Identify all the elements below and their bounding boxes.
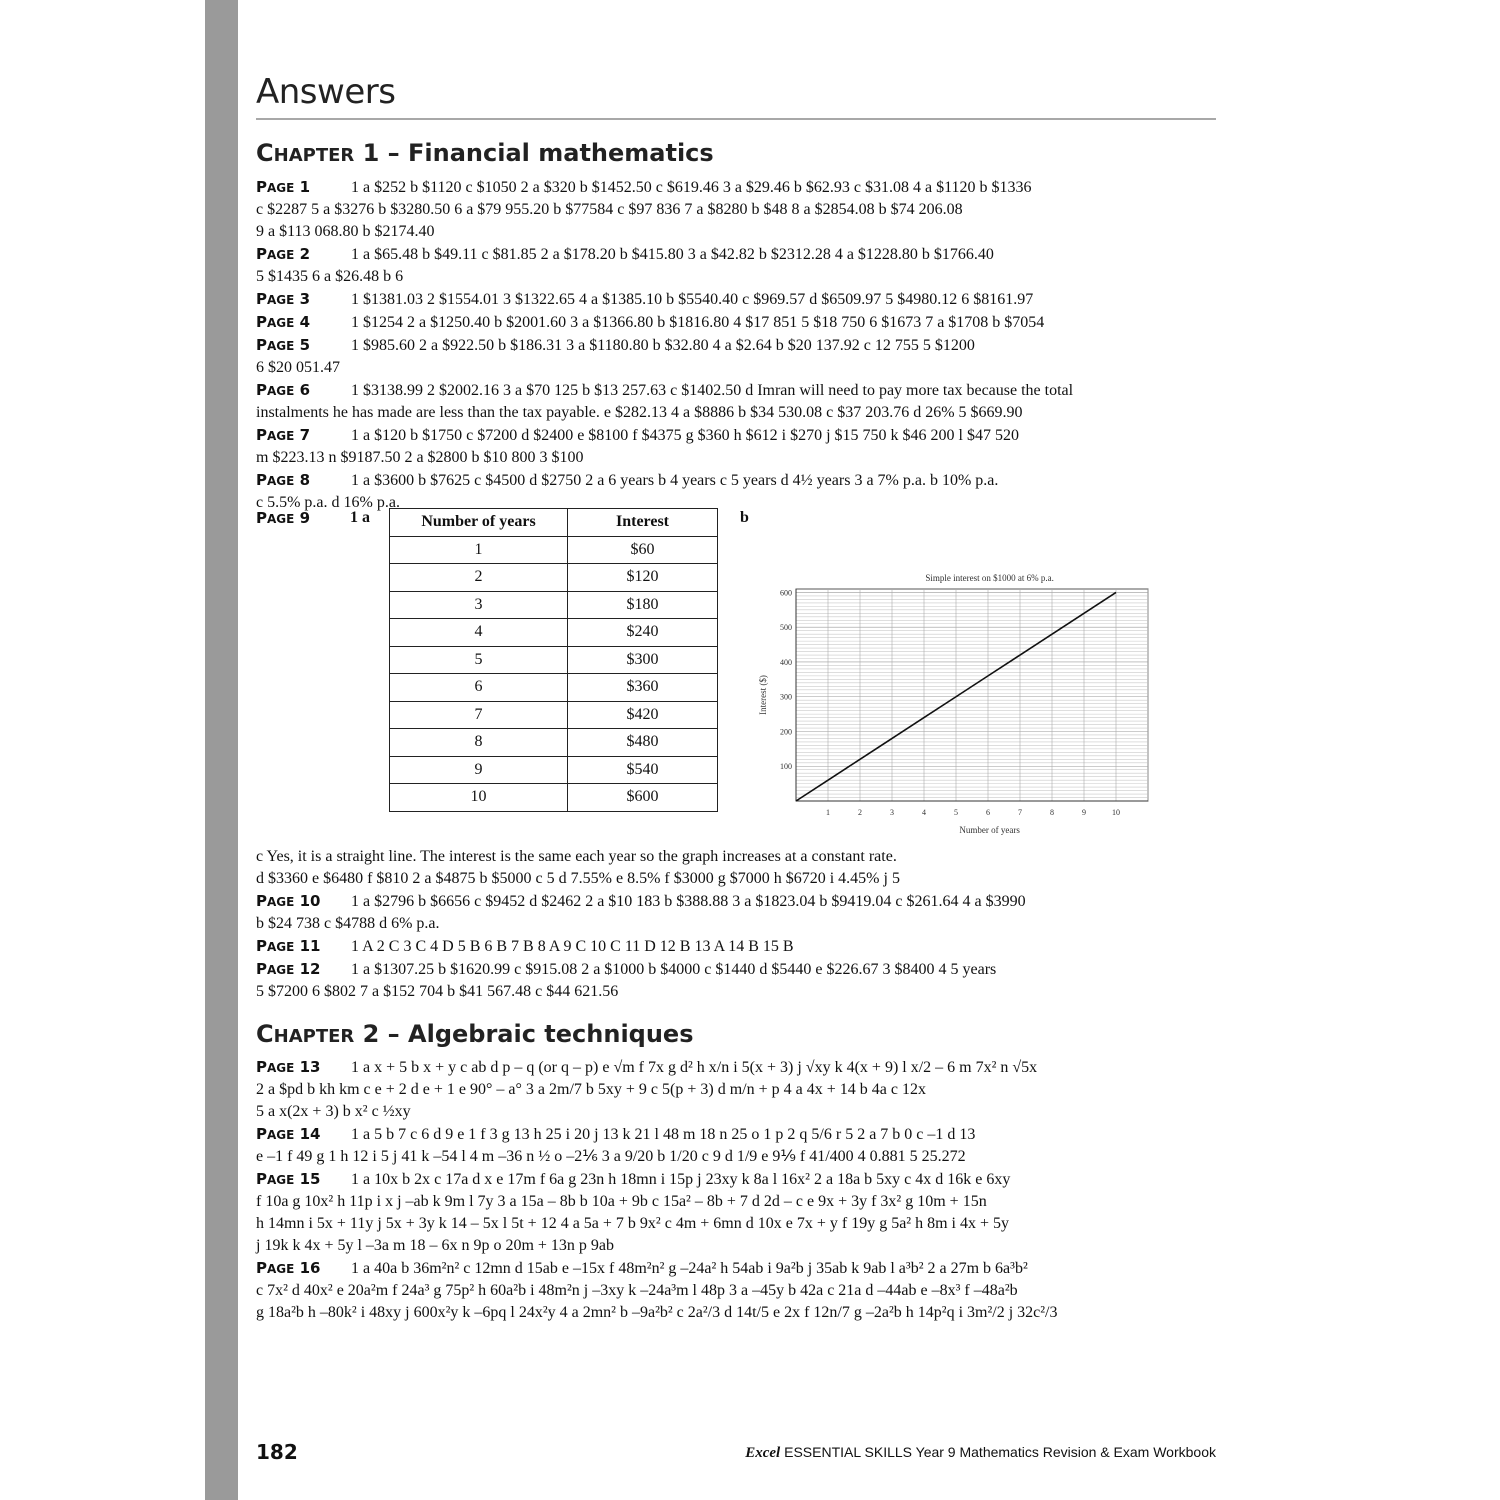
page-label-number: 8: [294, 471, 311, 489]
answer-text: g 18a²b h –80k² i 48xy j 600x²y k –6pq l 24x²y 4 a 2mn² b –9a²b² c 2a²/3 d 14t/5 e 2x f 12n/7 g –2a²b h 14p²q i 3m²/2 j 32c²/3: [256, 1304, 1058, 1321]
answer-line: [256, 402, 1216, 424]
answer-line: [256, 1235, 1216, 1257]
chapter-2-answers: [256, 1056, 1216, 1324]
years-cell: 5: [390, 646, 568, 674]
footer-book-title: [745, 1444, 1216, 1462]
answer-text: 1 a $3600 b $7625 c $4500 d $2750 2 a 6 years b 4 years c 5 years d 4½ years 3 a 7% p.a. b 10% p.a.: [351, 472, 999, 489]
chart-x-label: Number of years: [959, 825, 1020, 835]
page-label-number: 16: [294, 1259, 321, 1277]
answer-text: 1 a 5 b 7 c 6 d 9 e 1 f 3 g 13 h 25 i 20 j 13 k 21 l 48 m 18 n 25 o 1 p 2 q 5/6 r 5 2 a 7 b 0 c –1 d 13: [351, 1126, 976, 1143]
page-number: 182: [256, 1440, 298, 1464]
page-label-smallcaps: AGE: [267, 474, 295, 488]
answer-text: 1 $1254 2 a $1250.40 b $2001.60 3 a $1366.80 b $1816.80 4 $17 851 5 $18 750 6 $1673 7 a $1708 b $7054: [351, 314, 1045, 331]
page-label-number: 3: [294, 290, 311, 308]
page-label-smallcaps: AGE: [267, 384, 295, 398]
years-cell: 7: [390, 701, 568, 729]
chapter-1-answers-continued: [256, 846, 1216, 1003]
page-title: Answers: [256, 72, 396, 112]
interest-cell: $480: [568, 729, 718, 757]
answer-line: [256, 981, 1216, 1003]
answer-text: 5 a x(2x + 3) b x² c ½xy: [256, 1103, 411, 1120]
title-rule: [256, 118, 1216, 120]
answer-line: [256, 1101, 1216, 1123]
page-label-cap: P: [256, 937, 267, 955]
page-label-smallcaps: AGE: [267, 248, 295, 262]
answer-line: [256, 334, 1216, 357]
answer-line: [256, 1257, 1216, 1280]
interest-cell: $300: [568, 646, 718, 674]
page-label-cap: P: [256, 1259, 267, 1277]
answer-line: [256, 199, 1216, 221]
page-label-smallcaps: AGE: [267, 429, 295, 443]
interest-cell: $360: [568, 674, 718, 702]
page-label: [256, 288, 351, 311]
answer-text: h 14mn i 5x + 11y j 5x + 3y k 14 – 5x l 5t + 12 4 a 5a + 7 b 9x² c 4m + 6mn d 10x e 7x + y f 19y g 5a² h 8m i 4x + 5y: [256, 1215, 1010, 1232]
interest-cell: $60: [568, 536, 718, 564]
simple-interest-chart: [756, 567, 1156, 839]
interest-cell: $600: [568, 784, 718, 812]
answer-line: [256, 1191, 1216, 1213]
answer-line: [256, 846, 1216, 868]
page-label: [256, 424, 351, 447]
page-label: [256, 1123, 351, 1146]
answer-text: instalments he has made are less than the tax payable. e $282.13 4 a $8886 b $34 530.08 c $37 203.76 d 26% 5 $669.90: [256, 404, 1023, 421]
page-label-cap: P: [256, 1125, 267, 1143]
page-label-number: 4: [294, 313, 311, 331]
page-label-cap: P: [256, 471, 267, 489]
x-tick-label: 5: [954, 808, 958, 817]
interest-cell: $240: [568, 619, 718, 647]
answer-text: 6 $20 051.47: [256, 359, 340, 376]
y-tick-label: 200: [780, 727, 792, 737]
answer-line: [256, 868, 1216, 890]
table-row: [390, 591, 718, 619]
page-label: [256, 469, 351, 492]
y-tick-label: 600: [780, 588, 792, 598]
page-label-number: 2: [294, 245, 311, 263]
page-label-cap: P: [256, 381, 267, 399]
page-label-smallcaps: AGE: [267, 963, 295, 977]
x-tick-label: 6: [986, 808, 990, 817]
chapter-1-heading-rest: 1 – Financial mathematics: [354, 139, 714, 167]
answer-line: [256, 469, 1216, 492]
answer-line: [256, 958, 1216, 981]
answer-text: 1 $1381.03 2 $1554.01 3 $1322.65 4 a $1385.10 b $5540.40 c $969.57 d $6509.97 5 $4980.12 6 $8161.97: [351, 291, 1034, 308]
table-row: [390, 729, 718, 757]
answer-line: [256, 447, 1216, 469]
years-cell: 9: [390, 756, 568, 784]
page-label-cap: P: [256, 1058, 267, 1076]
answer-line: [256, 1146, 1216, 1168]
page-label-smallcaps: AGE: [267, 895, 295, 909]
interest-table-header: [390, 509, 718, 537]
chart-plot-area: [796, 589, 1148, 801]
answer-text: m $223.13 n $9187.50 2 a $2800 b $10 800 3 $100: [256, 449, 584, 466]
page-label-number: 6: [294, 381, 311, 399]
page-label: [256, 1257, 351, 1280]
years-cell: 10: [390, 784, 568, 812]
answer-text: 1 A 2 C 3 C 4 D 5 B 6 B 7 B 8 A 9 C 10 C 11 D 12 B 13 A 14 B 15 B: [351, 938, 794, 955]
page-side-bar: [205, 0, 238, 1500]
page-label-number: 5: [294, 336, 311, 354]
answer-text: 9 a $113 068.80 b $2174.40: [256, 223, 435, 240]
page-label-number: 12: [294, 960, 321, 978]
page-label-cap: P: [256, 290, 267, 308]
years-cell: 8: [390, 729, 568, 757]
answer-line: [256, 176, 1216, 199]
page-label-cap: P: [256, 1170, 267, 1188]
page-label-smallcaps: AGE: [267, 1061, 295, 1075]
answer-text: 1 a $120 b $1750 c $7200 d $2400 e $8100 f $4375 g $360 h $612 i $270 j $15 750 k $46 200 l $47 520: [351, 427, 1019, 444]
y-tick-label: 400: [780, 657, 792, 667]
page-9-label: [256, 507, 351, 530]
answer-line: [256, 266, 1216, 288]
page-label: [256, 176, 351, 199]
answer-line: [256, 935, 1216, 958]
page-9-label-number: 9: [294, 509, 311, 527]
answer-line: [256, 1079, 1216, 1101]
chapter-1-answers: [256, 176, 1216, 514]
answer-line: [256, 288, 1216, 311]
y-tick-label: 500: [780, 623, 792, 633]
page-label-cap: P: [256, 245, 267, 263]
chart-title: Simple interest on $1000 at 6% p.a.: [925, 573, 1054, 583]
table-row: [390, 619, 718, 647]
answer-text: c Yes, it is a straight line. The interest is the same each year so the graph increases at a constant rate.: [256, 848, 897, 865]
page-label: [256, 958, 351, 981]
years-cell: 1: [390, 536, 568, 564]
answer-text: 1 a x + 5 b x + y c ab d p – q (or q – p) e √m f 7x g d² h x/n i 5(x + 3) j √xy k 4(x + 9) l x/2 – 6 m 7x² n √5x: [351, 1059, 1038, 1076]
answer-line: [256, 890, 1216, 913]
answer-line: [256, 1123, 1216, 1146]
years-cell: 6: [390, 674, 568, 702]
answer-text: c $2287 5 a $3276 b $3280.50 6 a $79 955.20 b $77584 c $97 836 7 a $8280 b $48 8 a $2854.08 b $74 206.08: [256, 201, 963, 218]
answer-line: [256, 357, 1216, 379]
answer-line: [256, 1056, 1216, 1079]
page-label-cap: P: [256, 892, 267, 910]
answer-text: 1 a 10x b 2x c 17a d x e 17m f 6a g 23n h 18mn i 15p j 23xy k 8a l 16x² 2 a 18a b 5xy c 4x d 16k e 6xy: [351, 1171, 1011, 1188]
interest-cell: $180: [568, 591, 718, 619]
answer-line: [256, 1213, 1216, 1235]
page-label-number: 7: [294, 426, 311, 444]
page-label-smallcaps: AGE: [267, 181, 295, 195]
x-tick-label: 8: [1050, 808, 1054, 817]
x-tick-label: 4: [922, 808, 926, 817]
page-label: [256, 311, 351, 334]
page-label-smallcaps: AGE: [267, 339, 295, 353]
x-tick-label: 1: [826, 808, 830, 817]
page-label-number: 13: [294, 1058, 321, 1076]
page-9-part-a: 1 a: [350, 509, 370, 526]
page-label-cap: P: [256, 960, 267, 978]
answer-line: [256, 424, 1216, 447]
answer-text: 1 a $1307.25 b $1620.99 c $915.08 2 a $1000 b $4000 c $1440 d $5440 e $226.67 3 $8400 4 5 years: [351, 961, 997, 978]
page-label: [256, 243, 351, 266]
page-label-smallcaps: AGE: [267, 316, 295, 330]
chapter-2-heading: [256, 1020, 694, 1048]
answer-text: 1 a 40a b 36m²n² c 12mn d 15ab e –15x f 48m²n² g –24a² h 54ab i 9a²b j 35ab k 9ab l a³b² 2 a 27m b 6a³b²: [351, 1260, 1028, 1277]
chapter-2-heading-rest: 2 – Algebraic techniques: [354, 1020, 694, 1048]
answer-text: e –1 f 49 g 1 h 12 i 5 j 41 k –54 l 4 m –36 n ½ o –2⅙ 3 a 9/20 b 1/20 c 9 d 1/9 e 9⅑ f 41/400 4 0.881 5 25.272: [256, 1148, 966, 1165]
table-row: [390, 701, 718, 729]
footer-title-text: ESSENTIAL SKILLS Year 9 Mathematics Revision & Exam Workbook: [784, 1444, 1216, 1460]
table-row: [390, 536, 718, 564]
page-label-smallcaps: AGE: [267, 1173, 295, 1187]
table-row: [390, 784, 718, 812]
answer-line: [256, 1302, 1216, 1324]
y-tick-label: 300: [780, 692, 792, 702]
answer-text: b $24 738 c $4788 d 6% p.a.: [256, 915, 440, 932]
years-cell: 4: [390, 619, 568, 647]
header-interest: Interest: [568, 509, 718, 537]
answer-text: f 10a g 10x² h 11p i x j –ab k 9m l 7y 3 a 15a – 8b b 10a + 9b c 15a² – 8b + 7 d 2d – c e 9x + 3y f 3x² g 10m + 15n: [256, 1193, 987, 1210]
page-label: [256, 935, 351, 958]
answer-text: 1 a $252 b $1120 c $1050 2 a $320 b $1452.50 c $619.46 3 a $29.46 b $62.93 c $31.08 4 a $1120 b $1336: [351, 179, 1032, 196]
page-label: [256, 890, 351, 913]
answers-page: [256, 0, 1216, 1500]
answer-line: [256, 1280, 1216, 1302]
answer-text: c 7x² d 40x² e 20a²m f 24a³ g 75p² h 60a²b i 48m²n j –3xy k –24a³m l 48p 3 a –45y b 42a c 21a d –44ab e –8x³ f –48a²b: [256, 1282, 1018, 1299]
answer-text: d $3360 e $6480 f $810 2 a $4875 b $5000 c 5 d 7.55% e 8.5% f $3000 g $7000 h $6720 i 4.45% j 5: [256, 870, 900, 887]
answer-text: j 19k k 4x + 5y l –3a m 18 – 6x n 9p o 20m + 13n p 9ab: [256, 1237, 615, 1254]
page-9-label-smallcaps: AGE: [267, 512, 295, 526]
chapter-1-heading: [256, 139, 714, 167]
page-9-answers: [256, 507, 1216, 837]
page-9-part-b: b: [740, 509, 749, 526]
interest-cell: $120: [568, 564, 718, 592]
years-cell: 3: [390, 591, 568, 619]
page-label-number: 15: [294, 1170, 321, 1188]
years-cell: 2: [390, 564, 568, 592]
answer-text: 1 a $65.48 b $49.11 c $81.85 2 a $178.20 b $415.80 3 a $42.82 b $2312.28 4 a $1228.80 b $1766.40: [351, 246, 994, 263]
answer-line: [256, 243, 1216, 266]
answer-text: 1 a $2796 b $6656 c $9452 d $2462 2 a $10 183 b $388.88 3 a $1823.04 b $9419.04 c $261.64 4 a $3990: [351, 893, 1026, 910]
chart-y-label: Interest ($): [758, 675, 768, 715]
x-tick-label: 2: [858, 808, 862, 817]
page-label-number: 10: [294, 892, 321, 910]
answer-text: c 5.5% p.a. d 16% p.a.: [256, 494, 400, 511]
chapter-2-heading-smallcaps: HAPTER: [273, 1026, 355, 1047]
page-label: [256, 379, 351, 402]
chapter-1-heading-smallcaps: HAPTER: [273, 145, 355, 166]
page-label-number: 14: [294, 1125, 321, 1143]
chapter-1-heading-cap: C: [256, 139, 274, 167]
x-tick-label: 10: [1112, 808, 1120, 817]
x-tick-label: 7: [1018, 808, 1022, 817]
page-label: [256, 1168, 351, 1191]
answer-line: [256, 913, 1216, 935]
answer-line: [256, 379, 1216, 402]
answer-text: 2 a $pd b kh km c e + 2 d e + 1 e 90° – a° 3 a 2m/7 b 5xy + 9 c 5(p + 3) d m/n + p 4 a 4x + 14 b 4a c 12x: [256, 1081, 926, 1098]
page-label-smallcaps: AGE: [267, 1262, 295, 1276]
table-row: [390, 646, 718, 674]
table-row: [390, 674, 718, 702]
answer-line: [256, 221, 1216, 243]
x-tick-label: 9: [1082, 808, 1086, 817]
page-9-label-cap: P: [256, 509, 267, 527]
interest-cell: $420: [568, 701, 718, 729]
page-label-cap: P: [256, 426, 267, 444]
footer-brand: Excel: [745, 1445, 781, 1461]
page-label-smallcaps: AGE: [267, 293, 295, 307]
interest-table: [389, 508, 718, 812]
interest-cell: $540: [568, 756, 718, 784]
page-label-cap: P: [256, 313, 267, 331]
x-tick-label: 3: [890, 808, 894, 817]
answer-text: 1 $3138.99 2 $2002.16 3 a $70 125 b $13 257.63 c $1402.50 d Imran will need to pay more tax because the total: [351, 382, 1074, 399]
page-label: [256, 334, 351, 357]
answer-line: [256, 1168, 1216, 1191]
answer-text: 5 $7200 6 $802 7 a $152 704 b $41 567.48 c $44 621.56: [256, 983, 619, 1000]
page-label-cap: P: [256, 336, 267, 354]
page-label-number: 11: [294, 937, 321, 955]
header-years: Number of years: [390, 509, 568, 537]
y-tick-label: 100: [780, 762, 792, 772]
page-label-number: 1: [294, 178, 311, 196]
page-label-cap: P: [256, 178, 267, 196]
answer-text: 1 $985.60 2 a $922.50 b $186.31 3 a $1180.80 b $32.80 4 a $2.64 b $20 137.92 c 12 755 5 $1200: [351, 337, 975, 354]
answer-line: [256, 311, 1216, 334]
table-row: [390, 756, 718, 784]
answer-text: 5 $1435 6 a $26.48 b 6: [256, 268, 404, 285]
page-label-smallcaps: AGE: [267, 1128, 295, 1142]
table-row: [390, 564, 718, 592]
chapter-2-heading-cap: C: [256, 1020, 274, 1048]
page-label: [256, 1056, 351, 1079]
page-label-smallcaps: AGE: [267, 940, 295, 954]
